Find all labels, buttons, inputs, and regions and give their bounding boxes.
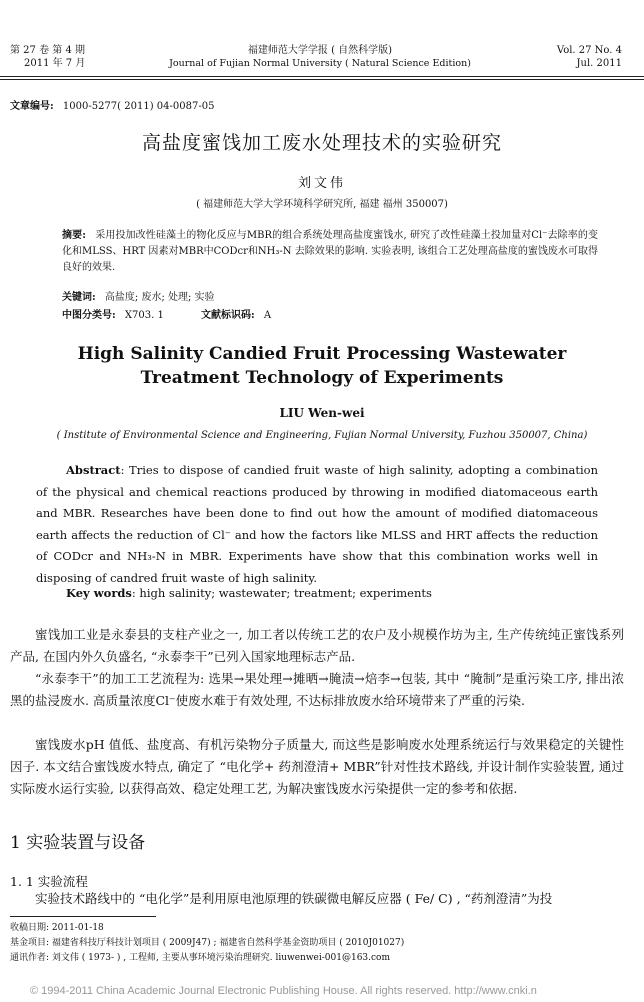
footnote-received: 收稿日期: 2011-01-18	[10, 923, 104, 933]
footnote-author: 通讯作者: 刘文伟 ( 1973- ) , 工程师, 主要从事环境污染治理研究. liuwenwei-001@163.com	[10, 953, 391, 963]
article-number-value: 1000-5277( 2011) 04-0087-05	[62, 101, 215, 112]
clc-value: X703. 1	[124, 310, 164, 321]
keywords-cn	[62, 288, 215, 303]
body-paragraph-3: 蜜饯废水pH 值低、盐度高、有机污染物分子质量大, 而这些是影响废水处理系统运行与效果稳定的关键性因子. 本文结合蜜饯废水特点, 确定了 “电化学+ 药剂澄清+ MBR”针对性技术路线, 并设计制作实验装置, 通过实际废水运行实验, 以获得高效、稳定处理工艺, 为解决蜜饯废水污染提供一定的参考和依据.	[10, 737, 624, 796]
section-heading-1: 1 实验装置与设备	[10, 833, 146, 853]
author-cn: 刘文伟	[297, 176, 346, 191]
body-paragraph-4: 实验技术路线中的 “电化学”是利用原电池原理的铁碳微电解反应器 ( Fe/ C) , “药剂澄清”为投	[35, 891, 553, 906]
page-title-cn: 高盐度蜜饯加工废水处理技术的实验研究	[141, 132, 502, 154]
affiliation-cn: ( 福建师范大学大学环境科学研究所, 福建 福州 350007)	[196, 199, 448, 210]
doc-code-label: 文献标识码:	[201, 310, 255, 321]
footnote-fund: 基金项目: 福建省科技厅科技计划项目 ( 2009J47) ; 福建省自然科学基金资助项目 ( 2010J01027)	[10, 938, 405, 948]
header-journal	[150, 44, 490, 70]
article-number	[10, 97, 214, 112]
header-date: 2011 年 7 月	[24, 58, 86, 69]
keywords-cn-label: 关键词:	[62, 292, 96, 303]
body-paragraph-2: “永泰李干”的加工工艺流程为: 选果→果处理→摊晒→腌渍→焙李→包装, 其中 “腌制”是重污染工序, 排出浓黑的盐浸废水. 高质量浓度Cl⁻使废水难于有效处理, 不达标排放废水给环境带来了严重的污染.	[10, 671, 624, 708]
keywords-en-label: Key words	[66, 586, 132, 600]
author-en: LIU Wen-wei	[279, 406, 365, 420]
header-volume-en	[482, 44, 622, 70]
abstract-cn-text: 采用投加改性硅藻土的物化反应与MBR的组合系统处理高盐度蜜饯水, 研究了改性硅藻土投加量对Cl⁻去除率的变化和MLSS、HRT 因素对MBR中CODcr和NH₃-N 去除效果的影响. 实验表明, 该组合工艺处理高盐度的蜜饯废水可取得良好的效果.	[62, 230, 598, 273]
keywords-en	[66, 586, 432, 600]
subsection-heading-1-1: 1. 1 实验流程	[10, 874, 88, 889]
affiliation-en: ( Institute of Environmental Science and Engineering, Fujian Normal University, Fuzhou 350007, China)	[56, 430, 588, 441]
header-date-en: Jul. 2011	[576, 58, 622, 69]
header-journal-en: Journal of Fujian Normal University ( Natural Science Edition)	[169, 58, 471, 69]
footnote-rule	[10, 916, 156, 917]
classification-line	[62, 306, 271, 321]
copyright-notice: © 1994-2011 China Academic Journal Electronic Publishing House. All rights reserved. http://www.cnki.n	[30, 985, 537, 997]
clc-label: 中图分类号:	[62, 310, 116, 321]
page-title-en-line1: High Salinity Candied Fruit Processing Wastewater	[77, 344, 567, 364]
header-volume	[10, 44, 160, 70]
abstract-en	[36, 460, 598, 589]
header-rule-top	[0, 76, 644, 77]
header-volume-issue: 第 27 卷 第 4 期	[10, 45, 85, 56]
abstract-cn	[62, 228, 598, 276]
header-rule-bottom	[0, 79, 644, 80]
keywords-en-text: : high salinity; wastewater; treatment; experiments	[131, 586, 432, 600]
abstract-cn-label: 摘要:	[62, 230, 86, 241]
article-number-label: 文章编号:	[10, 101, 54, 112]
abstract-en-text: : Tries to dispose of candied fruit waste of high salinity, adopting a combination of the physical and chemical reactions produced by throwing in modified diatomaceous earth and MBR. Researches have been done to find out how the amount of modified diatomaceous earth affects the reduction of Cl⁻ and how the factors like MLSS and HRT affects the reduction of CODcr and NH₃-N in MBR. Experiments have show that this combination works well in disposing of candred fruit waste of high salinity.	[36, 463, 598, 585]
header-volume-issue-en: Vol. 27 No. 4	[556, 45, 622, 56]
header-journal-cn: 福建师范大学学报 ( 自然科学版)	[247, 45, 393, 56]
abstract-en-label: Abstract	[66, 463, 121, 477]
doc-code-value: A	[263, 310, 272, 321]
page-title-en	[0, 342, 644, 390]
page-title-en-line2: Treatment Technology of Experiments	[140, 368, 504, 388]
body-paragraph-1: 蜜饯加工业是永泰县的支柱产业之一, 加工者以传统工艺的农户及小规模作坊为主, 生产传统纯正蜜饯系列产品, 在国内外久负盛名, “永泰李干”已列入国家地理标志产品.	[10, 627, 624, 664]
keywords-cn-text: 高盐度; 废水; 处理; 实验	[104, 292, 215, 303]
